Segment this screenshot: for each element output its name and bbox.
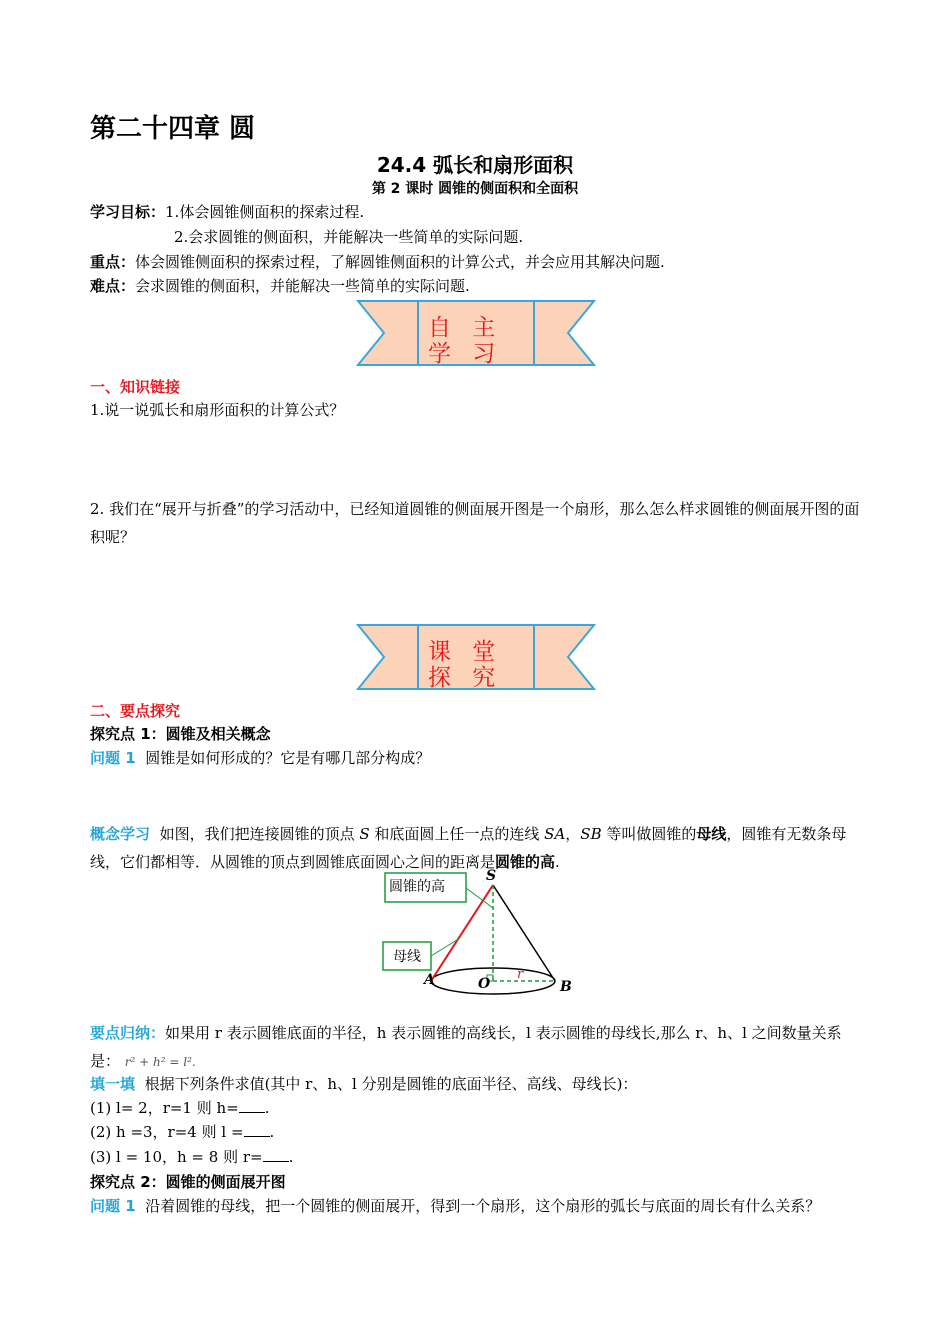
banner-self-study xyxy=(356,297,596,369)
point-a: A xyxy=(424,972,435,988)
difficult-text: 会求圆锥的侧面积，并能解决一些简单的实际问题. xyxy=(135,277,470,295)
fill-2-text: (2) h =3，r=4 则 l = xyxy=(90,1123,244,1141)
objectives-row xyxy=(90,200,364,224)
problem-1-text: 圆锥是如何形成的？它是有哪几部分构成？ xyxy=(145,749,431,767)
fill-3-text: (3) l = 10，h = 8 则 r= xyxy=(90,1148,263,1166)
answer-blank[interactable] xyxy=(263,1147,289,1162)
fill-2-end: . xyxy=(269,1123,275,1141)
fill-3-end: . xyxy=(288,1148,294,1166)
banner-class-explore xyxy=(356,621,596,693)
summary-text: 如果用 r 表示圆锥底面的半径，h 表示圆锥的高线长，l 表示圆锥的母线长,那么 r、h、l 之间数量关系是： xyxy=(90,1024,842,1070)
fill-item-1 xyxy=(90,1096,270,1120)
point-s: S xyxy=(486,868,497,884)
difficult-row xyxy=(90,274,470,298)
concept-end: . xyxy=(555,853,560,871)
concept-text-b: 和底面圆上任一点的连线 xyxy=(369,825,545,843)
cone-figure xyxy=(380,868,580,1000)
fill-text: 根据下列条件求值(其中 r、h、l 分别是圆锥的底面半径、高线、母线长)： xyxy=(144,1075,638,1093)
objective-1: 1.体会圆锥侧面积的探索过程. xyxy=(165,203,365,221)
key-row xyxy=(90,250,665,274)
banner-1-text: 自 主 学 习 xyxy=(428,315,503,367)
key-label: 重点： xyxy=(90,253,136,271)
concept-sa: SA xyxy=(544,825,566,843)
explore-1-heading: 探究点 1：圆锥及相关概念 xyxy=(90,725,271,743)
section-2-heading: 二、要点探究 xyxy=(90,702,181,720)
concept-text-a: 如图，我们把连接圆锥的顶点 xyxy=(159,825,360,843)
generatrix-callout xyxy=(431,938,460,956)
chapter-title: 第二十四章 圆 xyxy=(90,114,256,144)
fill-row xyxy=(90,1072,637,1096)
cone-right-edge xyxy=(493,885,555,981)
concept-label: 概念学习 xyxy=(90,825,151,843)
summary-paragraph xyxy=(90,1019,860,1076)
concept-comma: ， xyxy=(565,825,581,843)
problem-2-label: 问题 1 xyxy=(90,1197,136,1215)
section-title: 24.4 弧长和扇形面积 xyxy=(376,153,574,177)
problem-1-row xyxy=(90,746,430,770)
concept-text-d: ，圆锥有无数条母线，它们都相等．从圆锥的顶点到圆锥底面圆心之间的距离是 xyxy=(90,825,847,871)
banner-2-text: 课 堂 探 究 xyxy=(428,639,503,691)
fill-label: 填一填 xyxy=(90,1075,136,1093)
fill-1-text: (1) l= 2，r=1 则 h= xyxy=(90,1099,239,1117)
objective-2: 2.会求圆锥的侧面积，并能解决一些简单的实际问题. xyxy=(174,228,524,246)
concept-text-c: 等叫做圆锥的 xyxy=(601,825,697,843)
radius-r: r xyxy=(517,967,524,982)
height-label: 圆锥的高 xyxy=(389,879,445,895)
concept-generatrix-term: 母线 xyxy=(696,825,727,843)
question-2: 2. 我们在“展开与折叠”的学习活动中，已经知道圆锥的侧面展开图是一个扇形，那么怎么样求圆锥的侧面展开图的面积呢？ xyxy=(90,500,860,546)
fill-item-2 xyxy=(90,1120,274,1144)
difficult-label: 难点： xyxy=(90,277,136,295)
concept-s: S xyxy=(359,825,370,843)
problem-2-text: 沿着圆锥的母线，把一个圆锥的侧面展开，得到一个扇形，这个扇形的弧长与底面的周长有什么关系？ xyxy=(145,1197,821,1215)
concept-sb: SB xyxy=(580,825,602,843)
summary-label: 要点归纳： xyxy=(90,1024,166,1042)
concept-height-term: 圆锥的高 xyxy=(495,853,556,871)
summary-formula: r² + h² = l². xyxy=(124,1055,196,1069)
point-o: O xyxy=(478,976,491,992)
generatrix-label: 母线 xyxy=(393,949,421,965)
point-b: B xyxy=(560,979,572,995)
problem-1-label: 问题 1 xyxy=(90,749,136,767)
key-text: 体会圆锥侧面积的探索过程，了解圆锥侧面积的计算公式，并会应用其解决问题. xyxy=(135,253,665,271)
fill-item-3 xyxy=(90,1145,293,1169)
objectives-label: 学习目标： xyxy=(90,203,166,221)
explore-2-heading: 探究点 2：圆锥的侧面展开图 xyxy=(90,1173,286,1191)
answer-blank[interactable] xyxy=(239,1098,265,1113)
fill-1-end: . xyxy=(264,1099,270,1117)
answer-blank[interactable] xyxy=(244,1122,270,1137)
lesson-title: 第 2 课时 圆锥的侧面积和全面积 xyxy=(371,181,579,197)
problem-2-paragraph xyxy=(90,1192,860,1220)
question-1: 1.说一说弧长和扇形面积的计算公式？ xyxy=(90,401,345,419)
section-1-heading: 一、知识链接 xyxy=(90,378,181,396)
